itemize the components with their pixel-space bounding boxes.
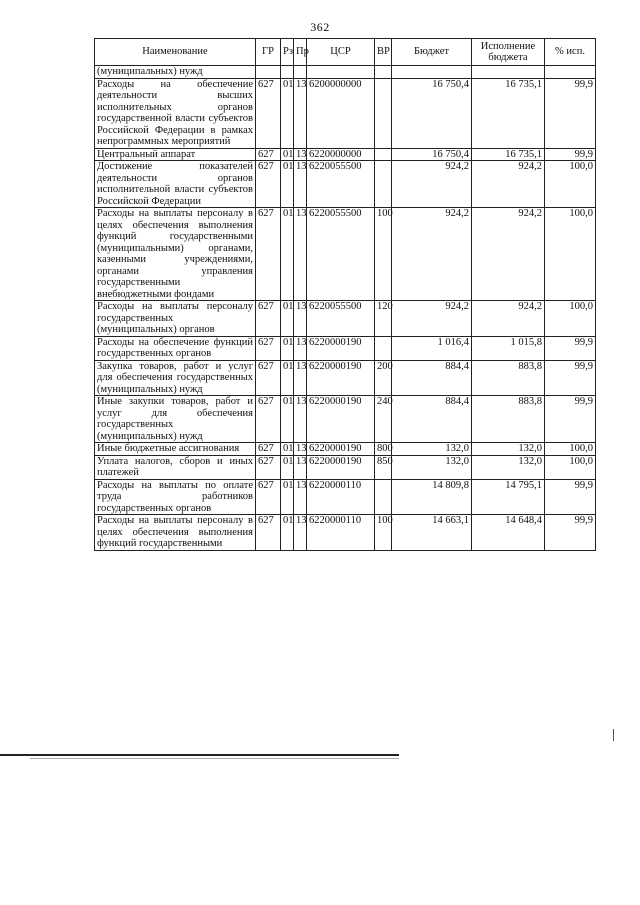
header-gr: ГР <box>256 39 281 66</box>
header-csr: ЦСР <box>307 39 375 66</box>
row-budget: 16 750,4 <box>392 148 472 161</box>
header-rz: Рз <box>281 39 294 66</box>
row-csr: 6220000110 <box>307 479 375 515</box>
row-vr: 100 <box>375 515 392 551</box>
row-vr: 240 <box>375 396 392 443</box>
row-name: Расходы на выплаты по оплате труда работников государственных органов <box>95 479 256 515</box>
row-budget: 14 663,1 <box>392 515 472 551</box>
row-budget: 132,0 <box>392 443 472 456</box>
row-pr: 13 <box>294 148 307 161</box>
row-execution: 14 648,4 <box>472 515 545 551</box>
row-gr: 627 <box>256 148 281 161</box>
row-pct: 100,0 <box>545 208 596 301</box>
row-vr <box>375 78 392 148</box>
row-name: Расходы на выплаты персоналу в целях обеспечения выполнения функций государственными (муниципальными) органами, казенными учреждениями, органами управления государственными внебюджетными фондами <box>95 208 256 301</box>
row-name: (муниципальных) нужд <box>95 66 256 79</box>
row-budget: 884,4 <box>392 396 472 443</box>
row-pr: 13 <box>294 443 307 456</box>
row-rz <box>281 66 294 79</box>
row-gr: 627 <box>256 443 281 456</box>
table-row <box>95 78 596 148</box>
row-rz: 01 <box>281 78 294 148</box>
row-pct: 100,0 <box>545 443 596 456</box>
row-csr: 6220000190 <box>307 455 375 479</box>
row-csr: 6220000000 <box>307 148 375 161</box>
row-execution: 16 735,1 <box>472 148 545 161</box>
row-pr: 13 <box>294 336 307 360</box>
row-pr: 13 <box>294 301 307 337</box>
table-row <box>95 360 596 396</box>
row-rz: 01 <box>281 396 294 443</box>
row-budget: 924,2 <box>392 301 472 337</box>
row-name: Расходы на обеспечение деятельности высших исполнительных органов государственной власти субъектов Российской Федерации в рамках непрограммных мероприятий <box>95 78 256 148</box>
page-number: 362 <box>310 20 330 34</box>
row-budget: 884,4 <box>392 360 472 396</box>
row-rz: 01 <box>281 301 294 337</box>
table-row <box>95 301 596 337</box>
row-gr: 627 <box>256 396 281 443</box>
row-csr: 6220055500 <box>307 161 375 208</box>
table-row <box>95 443 596 456</box>
row-pct: 100,0 <box>545 161 596 208</box>
row-name: Расходы на обеспечение функций государственных органов <box>95 336 256 360</box>
row-csr: 6220000190 <box>307 336 375 360</box>
row-name: Уплата налогов, сборов и иных платежей <box>95 455 256 479</box>
table-row <box>95 66 596 79</box>
table-row <box>95 148 596 161</box>
row-pr: 13 <box>294 208 307 301</box>
row-vr: 800 <box>375 443 392 456</box>
budget-execution-table <box>94 38 596 551</box>
header-pct: % исп. <box>545 39 596 66</box>
row-execution: 924,2 <box>472 161 545 208</box>
row-pct: 99,9 <box>545 78 596 148</box>
row-vr <box>375 66 392 79</box>
row-gr: 627 <box>256 360 281 396</box>
row-budget: 16 750,4 <box>392 78 472 148</box>
row-execution: 924,2 <box>472 208 545 301</box>
row-vr <box>375 336 392 360</box>
table-row <box>95 396 596 443</box>
row-pct <box>545 66 596 79</box>
row-rz: 01 <box>281 161 294 208</box>
row-vr: 100 <box>375 208 392 301</box>
row-execution: 16 735,1 <box>472 78 545 148</box>
row-vr <box>375 148 392 161</box>
row-vr: 200 <box>375 360 392 396</box>
row-pr: 13 <box>294 396 307 443</box>
row-gr: 627 <box>256 455 281 479</box>
row-gr: 627 <box>256 515 281 551</box>
row-execution: 132,0 <box>472 443 545 456</box>
row-csr: 6220055500 <box>307 301 375 337</box>
row-budget: 924,2 <box>392 161 472 208</box>
row-name: Расходы на выплаты персоналу государственных (муниципальных) органов <box>95 301 256 337</box>
scan-edge-mark <box>613 729 614 741</box>
row-gr <box>256 66 281 79</box>
row-budget <box>392 66 472 79</box>
row-pr: 13 <box>294 479 307 515</box>
row-rz: 01 <box>281 360 294 396</box>
row-budget: 924,2 <box>392 208 472 301</box>
header-vr: ВР <box>375 39 392 66</box>
row-budget: 1 016,4 <box>392 336 472 360</box>
row-pct: 99,9 <box>545 396 596 443</box>
table-header-row <box>95 39 596 66</box>
row-gr: 627 <box>256 336 281 360</box>
row-execution: 883,8 <box>472 396 545 443</box>
header-pr: Пр <box>294 39 307 66</box>
row-execution <box>472 66 545 79</box>
header-budget: Бюджет <box>392 39 472 66</box>
row-name: Достижение показателей деятельности органов исполнительной власти субъектов Российской Федерации <box>95 161 256 208</box>
row-execution: 132,0 <box>472 455 545 479</box>
row-csr: 6220000190 <box>307 443 375 456</box>
footer-rule <box>0 754 399 756</box>
row-execution: 14 795,1 <box>472 479 545 515</box>
row-gr: 627 <box>256 78 281 148</box>
row-csr <box>307 66 375 79</box>
row-budget: 14 809,8 <box>392 479 472 515</box>
row-rz: 01 <box>281 208 294 301</box>
row-gr: 627 <box>256 301 281 337</box>
header-execution: Исполнение бюджета <box>472 39 545 66</box>
row-vr: 850 <box>375 455 392 479</box>
row-name: Центральный аппарат <box>95 148 256 161</box>
row-pct: 99,9 <box>545 360 596 396</box>
row-pct: 100,0 <box>545 301 596 337</box>
row-rz: 01 <box>281 336 294 360</box>
row-execution: 924,2 <box>472 301 545 337</box>
row-pct: 99,9 <box>545 515 596 551</box>
row-execution: 883,8 <box>472 360 545 396</box>
row-vr: 120 <box>375 301 392 337</box>
table-row <box>95 455 596 479</box>
table-row <box>95 515 596 551</box>
row-pr: 13 <box>294 78 307 148</box>
row-gr: 627 <box>256 479 281 515</box>
row-gr: 627 <box>256 161 281 208</box>
header-name: Наименование <box>95 39 256 66</box>
row-rz: 01 <box>281 148 294 161</box>
row-vr <box>375 479 392 515</box>
row-execution: 1 015,8 <box>472 336 545 360</box>
row-pr: 13 <box>294 515 307 551</box>
row-csr: 6220000110 <box>307 515 375 551</box>
row-name: Иные закупки товаров, работ и услуг для обеспечения государственных (муниципальных) нужд <box>95 396 256 443</box>
row-name: Закупка товаров, работ и услуг для обеспечения государственных (муниципальных) нужд <box>95 360 256 396</box>
row-pr <box>294 66 307 79</box>
row-name: Иные бюджетные ассигнования <box>95 443 256 456</box>
table-row <box>95 161 596 208</box>
row-pct: 99,9 <box>545 336 596 360</box>
row-pr: 13 <box>294 360 307 396</box>
row-pr: 13 <box>294 455 307 479</box>
row-csr: 6220000190 <box>307 396 375 443</box>
row-vr <box>375 161 392 208</box>
table-row <box>95 208 596 301</box>
row-rz: 01 <box>281 455 294 479</box>
row-rz: 01 <box>281 479 294 515</box>
row-csr: 6200000000 <box>307 78 375 148</box>
row-rz: 01 <box>281 515 294 551</box>
row-rz: 01 <box>281 443 294 456</box>
row-csr: 6220055500 <box>307 208 375 301</box>
row-csr: 6220000190 <box>307 360 375 396</box>
row-budget: 132,0 <box>392 455 472 479</box>
row-pct: 99,9 <box>545 148 596 161</box>
row-gr: 627 <box>256 208 281 301</box>
row-pr: 13 <box>294 161 307 208</box>
table-row <box>95 336 596 360</box>
footer-rule-secondary <box>30 758 399 759</box>
row-name: Расходы на выплаты персоналу в целях обеспечения выполнения функций государственными <box>95 515 256 551</box>
row-pct: 99,9 <box>545 479 596 515</box>
row-pct: 100,0 <box>545 455 596 479</box>
table-row <box>95 479 596 515</box>
